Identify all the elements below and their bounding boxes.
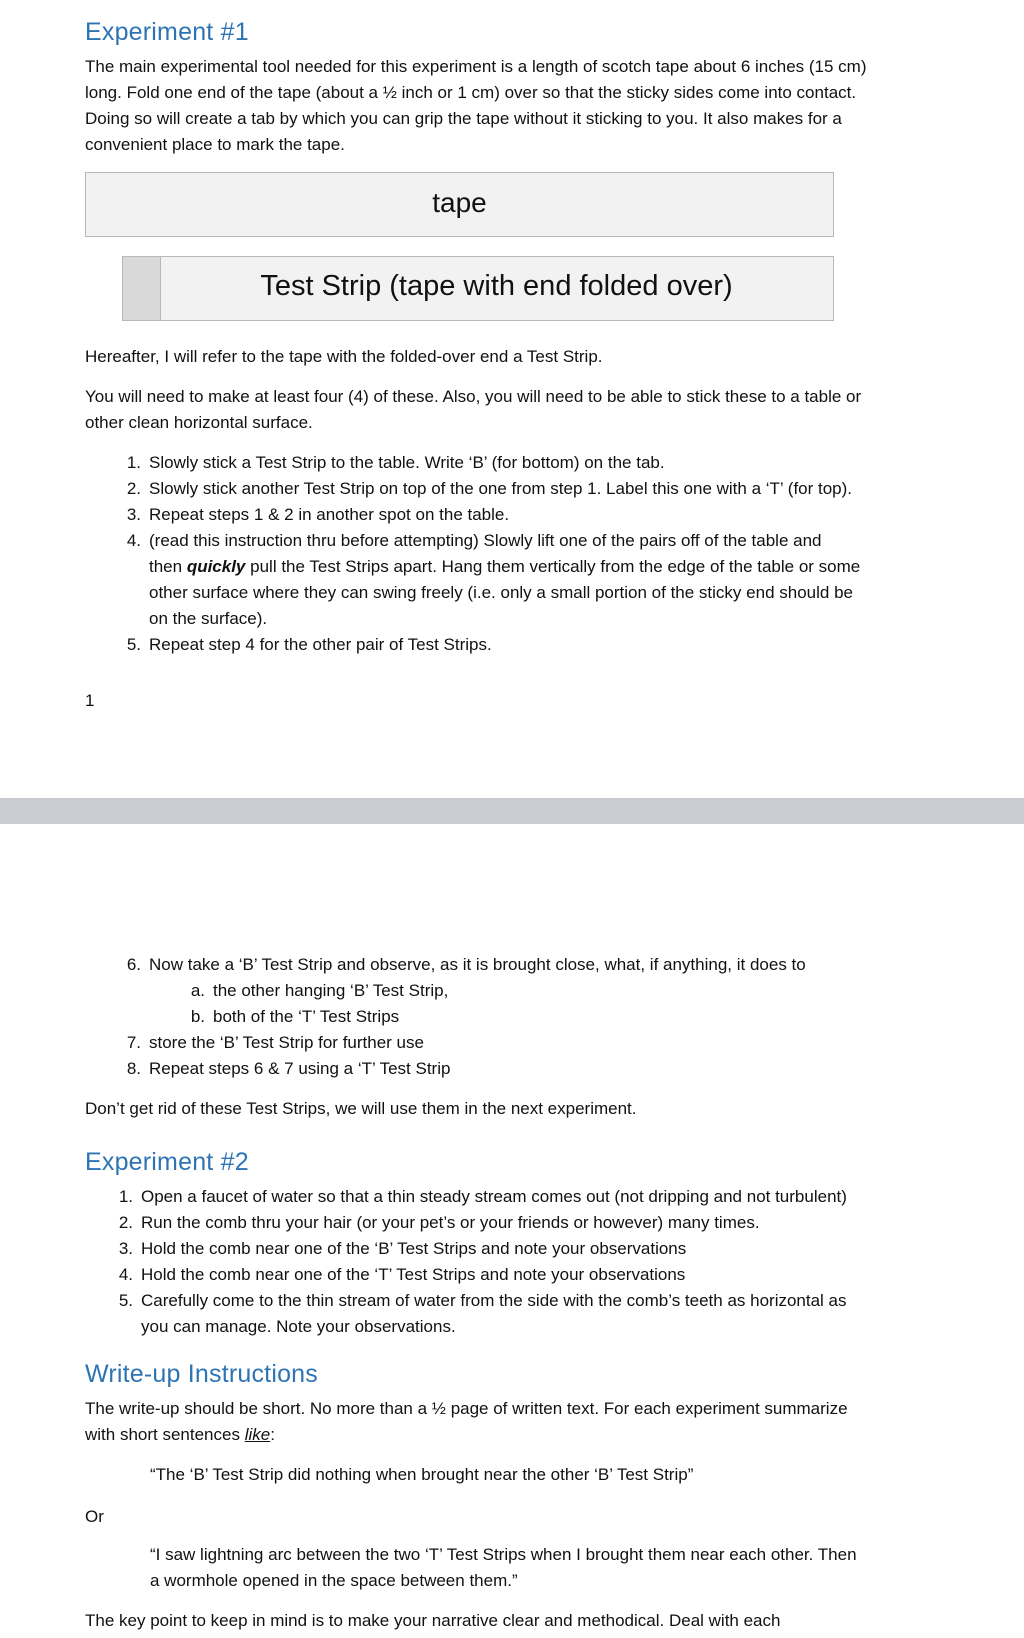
- test-strip-label: Test Strip (tape with end folded over): [260, 270, 733, 302]
- text-line: Doing so will create a tab by which you can grip the tape without it sticking to you. It also makes for a: [85, 109, 842, 128]
- key-point-paragraph: The key point to keep in mind is to make your narrative clear and methodical. Deal with each: [85, 1611, 781, 1630]
- text-line: You will need to make at least four (4) of these. Also, you will need to be able to stick these to a table or: [85, 387, 862, 406]
- list-item: [109, 1184, 999, 1210]
- list-item: [117, 528, 997, 632]
- list-text: Now take a ‘B’ Test Strip and observe, as it is brought close, what, if anything, it does to: [149, 955, 806, 974]
- experiment-2-heading: Experiment #2: [85, 1148, 249, 1176]
- intro-paragraph: [85, 54, 985, 158]
- list-text: Hold the comb near one of the ‘T’ Test Strips and note your observations: [141, 1265, 686, 1284]
- document-page-2: [0, 824, 1024, 1638]
- text-line: convenient place to mark the tape.: [85, 135, 345, 154]
- text-line: long. Fold one end of the tape (about a ½ inch or 1 cm) over so that the sticky sides come into contact.: [85, 83, 857, 102]
- list-number: 5.: [126, 635, 141, 654]
- list-item: [109, 1288, 999, 1340]
- emphasis-like: like: [244, 1425, 271, 1444]
- text-line: a wormhole opened in the space between them.”: [150, 1571, 518, 1590]
- list-text: store the ‘B’ Test Strip for further use: [149, 1033, 424, 1052]
- list-number: 5.: [118, 1291, 133, 1310]
- example-quote-1: “The ‘B’ Test Strip did nothing when brought near the other ‘B’ Test Strip”: [150, 1465, 694, 1484]
- text-line: other clean horizontal surface.: [85, 413, 313, 432]
- text-line: Carefully come to the thin stream of water from the side with the comb’s teeth as horizontal as: [141, 1291, 847, 1310]
- list-number: 8.: [126, 1059, 141, 1078]
- text-run: pull the Test Strips apart. Hang them vertically from the edge of the table or some: [245, 557, 861, 576]
- tape-diagram-box: [85, 172, 834, 237]
- page-number: 1: [85, 691, 95, 710]
- list-text: Run the comb thru your hair (or your pet’s or your friends or however) many times.: [141, 1213, 760, 1232]
- list-text: Hold the comb near one of the ‘B’ Test Strips and note your observations: [141, 1239, 687, 1258]
- list-item: [117, 1030, 997, 1056]
- emphasis-quickly: quickly: [186, 557, 246, 576]
- text-run: :: [270, 1425, 275, 1444]
- example-quote-2: [150, 1542, 1000, 1594]
- list-number: 2.: [118, 1213, 133, 1232]
- list-item: [117, 476, 997, 502]
- list-number: 1.: [126, 453, 141, 472]
- folded-tab: [123, 257, 161, 320]
- list-item: [117, 952, 997, 978]
- list-number: 1.: [118, 1187, 133, 1206]
- list-item: [109, 1210, 999, 1236]
- list-text: the other hanging ‘B’ Test Strip,: [213, 981, 449, 1000]
- list-text: Repeat steps 1 & 2 in another spot on the table.: [149, 505, 510, 524]
- list-letter: a.: [190, 981, 205, 1000]
- text-line: other surface where they can swing freely (i.e. only a small portion of the sticky end should be: [149, 583, 853, 602]
- text-line: [149, 554, 860, 580]
- text-run: with short sentences: [85, 1425, 245, 1444]
- list-text: Slowly stick another Test Strip on top of the one from step 1. Label this one with a ‘T’ (for top).: [149, 479, 853, 498]
- list-number: 7.: [126, 1033, 141, 1052]
- list-number: 6.: [126, 955, 141, 974]
- text-line: “I saw lightning arc between the two ‘T’ Test Strips when I brought them near each other. Then: [150, 1545, 857, 1564]
- test-strip-diagram-box: [122, 256, 834, 321]
- list-number: 4.: [126, 531, 141, 550]
- text-line: you can manage. Note your observations.: [141, 1317, 456, 1336]
- sub-list-item: [181, 978, 981, 1004]
- text-run: then: [149, 557, 187, 576]
- text-line: [85, 1422, 985, 1448]
- list-number: 4.: [118, 1265, 133, 1284]
- list-text: [149, 528, 860, 632]
- list-item: [117, 450, 997, 476]
- list-letter: b.: [190, 1007, 205, 1026]
- text-line: The write-up should be short. No more than a ½ page of written text. For each experiment summarize: [85, 1399, 848, 1418]
- writeup-heading: Write-up Instructions: [85, 1360, 318, 1388]
- list-text: Repeat steps 6 & 7 using a ‘T’ Test Strip: [149, 1059, 451, 1078]
- list-item: [117, 502, 997, 528]
- tape-label: tape: [432, 187, 487, 218]
- or-text: Or: [85, 1507, 104, 1526]
- dont-get-rid-paragraph: Don’t get rid of these Test Strips, we will use them in the next experiment.: [85, 1099, 637, 1118]
- text-line: on the surface).: [149, 609, 268, 628]
- list-item: [109, 1236, 999, 1262]
- list-text: [141, 1288, 847, 1340]
- experiment-1-heading: Experiment #1: [85, 18, 249, 46]
- page-separator: [0, 798, 1024, 824]
- text-line: The main experimental tool needed for this experiment is a length of scotch tape about 6 inches (15 cm): [85, 57, 867, 76]
- document-page-1: [0, 0, 1024, 798]
- writeup-paragraph: [85, 1396, 985, 1448]
- sub-list-item: [181, 1004, 981, 1030]
- list-item: [117, 1056, 997, 1082]
- list-text: Repeat step 4 for the other pair of Test Strips.: [149, 635, 492, 654]
- list-text: both of the ‘T’ Test Strips: [213, 1007, 400, 1026]
- list-text: Open a faucet of water so that a thin steady stream comes out (not dripping and not turbulent): [141, 1187, 847, 1206]
- list-number: 3.: [118, 1239, 133, 1258]
- list-text: Slowly stick a Test Strip to the table. Write ‘B’ (for bottom) on the tab.: [149, 453, 665, 472]
- list-item: [117, 632, 997, 658]
- list-item: [109, 1262, 999, 1288]
- text-line: (read this instruction thru before attempting) Slowly lift one of the pairs off of the table and: [149, 531, 822, 550]
- list-number: 2.: [126, 479, 141, 498]
- hereafter-paragraph: Hereafter, I will refer to the tape with the folded-over end a Test Strip.: [85, 347, 603, 366]
- list-number: 3.: [126, 505, 141, 524]
- need-paragraph: [85, 384, 985, 436]
